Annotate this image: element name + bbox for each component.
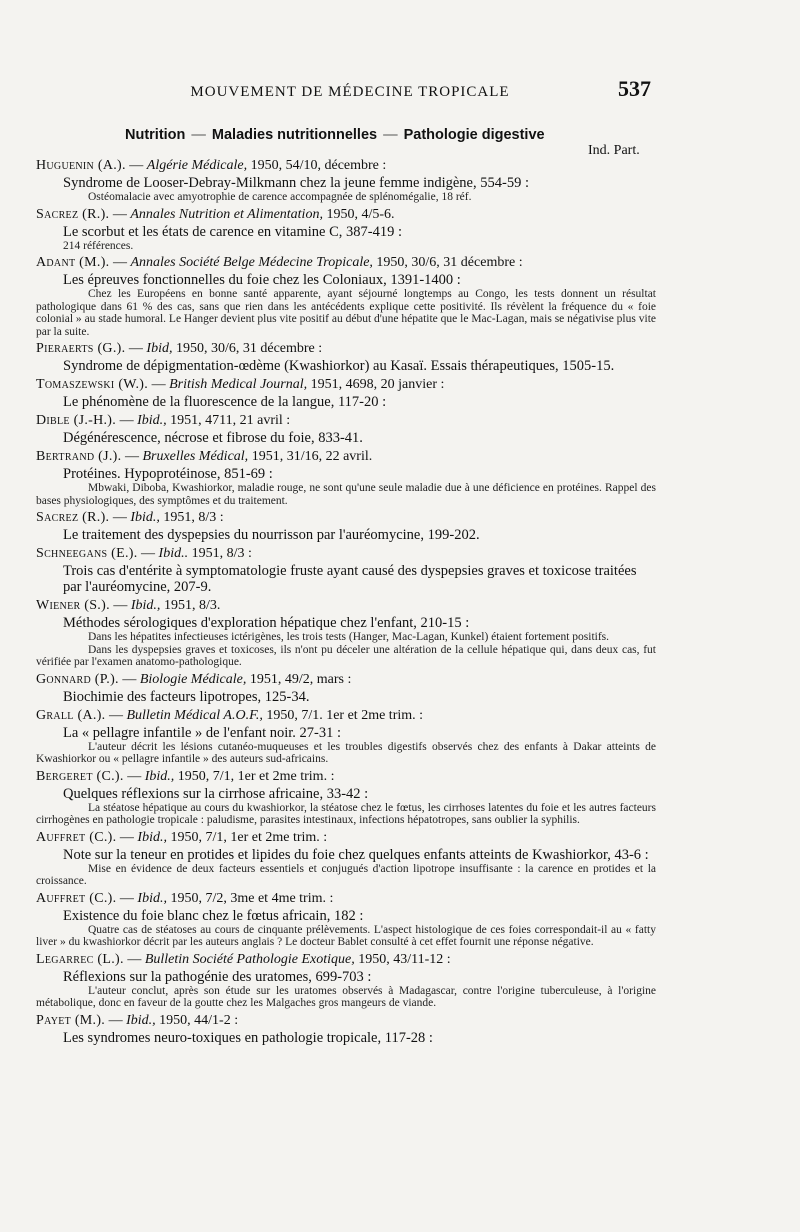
subsection-label: Ind. Part. [588,143,640,158]
journal-name: Bulletin Société Pathologie Exotique, [144,951,355,967]
bibliography-entry [36,448,656,507]
citation-line: Bertrand (J.). — Bruxelles Médical, 1951, 31/16, 22 avril. [36,449,373,464]
citation-details: 1951, 8/3 : [159,510,224,525]
page-number: 537 [618,76,651,101]
journal-name: Ibid., [126,1012,156,1028]
article-title: Note sur la teneur en protides et lipides du foie chez quelques enfants atteints de Kwashiorkor, 43-6 : [63,846,649,863]
citation-details: 1950, 30/6, 31 décembre : [372,255,523,270]
author-name: Tomaszewski (W.). [36,377,149,392]
citation-details: 1951, 8/3. [160,598,221,613]
abstract-note: Ostéomalacie avec amyotrophie de carence accompagnée de splénomégalie, 18 réf. [88,191,472,203]
journal-name: Ibid, [146,341,173,356]
article-title: Dégénérescence, nécrose et fibrose du foie, 833-41. [63,430,363,446]
citation-details: 1950, 54/10, décembre : [247,158,387,173]
bibliography-entry [36,509,656,543]
citation-details: 1950, 44/1-2 : [155,1012,239,1028]
author-name: Auffret (C.). [36,829,117,845]
journal-name: Ibid., [137,829,167,845]
bibliography-list [36,157,656,1048]
abstract-note: L'auteur conclut, après son étude sur les uratomes observés à Madagascar, contre l'origine tuberculeuse, à l'origine métabolique, donc en faveur de la goutte chez les Malgaches gros mangeurs de viande. [36,984,656,1009]
citation-line: Dible (J.-H.). — Ibid., 1951, 4711, 21 avril : [36,413,291,428]
citation-line: Gonnard (P.). — Biologie Médicale, 1951, 49/2, mars : [36,671,352,687]
article-title: Le traitement des dyspepsies du nourrisson par l'auréomycine, 199-202. [63,527,480,543]
bibliography-entry [36,890,656,949]
citation-details: 1950, 43/11-12 : [354,951,451,967]
citation-details: 1950, 7/1, 1er et 2me trim. : [174,768,335,784]
citation-line: Schneegans (E.). — Ibid.. 1951, 8/3 : [36,546,252,561]
section-title-part: Nutrition [125,127,186,143]
citation-details: 1950, 7/2, 3me et 4me trim. : [166,890,334,906]
bibliography-entry [36,376,656,410]
citation-details: 1950, 30/6, 31 décembre : [172,341,323,356]
author-name: Auffret (C.). [36,890,117,906]
abstract-note: La stéatose hépatique au cours du kwashiorkor, la stéatose chez le fœtus, les cirrhoses latentes du foie et les autres facteurs cirrhogènes en pathologie tropicale : paludisme, parasites intestinaux, infections hépatotropes, sans oublier la syphilis. [36,801,656,826]
citation-line: Adant (M.). — Annales Société Belge Médecine Tropicale, 1950, 30/6, 31 décembre : [36,255,523,270]
abstract-note: Quatre cas de stéatoses au cours de cinquante prélèvements. L'aspect histologique de ces foies correspondait-il au « fatty liver » du kwashiorkor décrit par les auteurs anglais ? Le docteur Bablet consulté à cet effet fournit une réponse négative. [36,923,656,948]
journal-name: Bruxelles Médical, [142,449,249,464]
journal-name: Annales Société Belge Médecine Tropicale, [130,255,373,270]
section-title-part: Pathologie digestive [403,127,545,143]
article-title: Existence du foie blanc chez le fœtus africain, 182 : [63,907,364,924]
author-name: Payet (M.). [36,1012,106,1028]
citation-line: Sacrez (R.). — Annales Nutrition et Alimentation, 1950, 4/5-6. [36,206,395,222]
article-title: Les syndromes neuro-toxiques en pathologie tropicale, 117-28 : [63,1029,433,1046]
bibliography-entry [36,768,656,827]
section-title-part: Maladies nutritionnelles [211,127,378,143]
author-name: Huguenin (A.). [36,158,126,173]
journal-name: Ibid., [130,510,160,525]
journal-name: Ibid.. [158,546,189,561]
author-name: Bergeret (C.). [36,768,124,784]
citation-line: Bergeret (C.). — Ibid., 1950, 7/1, 1er et 2me trim. : [36,768,335,784]
abstract-note: Chez les Européens en bonne santé apparente, ayant séjourné longtemps au Congo, les tests donnent un résultat pathologique dans 61 % des cas, sans que rien dans les antécédents explique cette positivité. Ils révèlent la fréquence du « foie colonial » au stade humoral. Le Hanger devient plus vite positif au début d'une hépatite que le Mac-Lagan, mais se négativise plus vite par la suite. [36,288,656,338]
article-title: Protéines. Hypoprotéinose, 851-69 : [63,466,273,482]
citation-line: Payet (M.). — Ibid., 1950, 44/1-2 : [36,1012,239,1028]
citation-line: Huguenin (A.). — Algérie Médicale, 1950, 54/10, décembre : [36,158,387,173]
author-name: Sacrez (R.). [36,206,110,222]
article-title: Les épreuves fonctionnelles du foie chez les Coloniaux, 1391-1400 : [63,272,461,288]
section-separator: — [191,127,206,143]
citation-line: Tomaszewski (W.). — British Medical Journal, 1951, 4698, 20 janvier : [36,377,445,392]
author-name: Pieraerts (G.). [36,341,126,356]
abstract-note: L'auteur décrit les lésions cutanéo-muqueuses et les troubles digestifs observés chez des enfants à Dakar atteints de Kwashiorkor ou « pellagre infantile » des auteurs sud-africains. [36,740,656,765]
abstract-note: Dans les dyspepsies graves et toxicoses, ils n'ont pu déceler une altération de la cellule hépatique qui, dans deux cas, fut vérifiée par l'examen anatomo-pathologique. [36,643,656,668]
author-name: Grall (A.). [36,707,106,723]
journal-name: Ibid., [130,598,161,613]
section-separator: — [383,127,398,143]
journal-name: British Medical Journal, [169,377,308,392]
article-title: Le scorbut et les états de carence en vitamine C, 387-419 : [63,223,403,240]
abstract-note: Mise en évidence de deux facteurs essentiels et conjugués d'action lipotrope insuffisante : la carence en protides et la croissance. [36,862,656,887]
article-title: Réflexions sur la pathogénie des uratomes, 699-703 : [63,968,372,985]
citation-details: 1950, 7/1, 1er et 2me trim. : [166,829,328,845]
author-name: Sacrez (R.). [36,510,110,525]
citation-line: Wiener (S.). — Ibid., 1951, 8/3. [36,598,221,613]
journal-name: Annales Nutrition et Alimentation, [130,206,323,222]
article-title: Quelques réflexions sur la cirrhose africaine, 33-42 : [63,785,369,802]
citation-line: Pieraerts (G.). — Ibid, 1950, 30/6, 31 décembre : [36,341,323,356]
article-title: Trois cas d'entérite à symptomatologie fruste ayant causé des dyspepsies graves et toxicose traitées par l'auréomycine, 207-9. [63,563,637,595]
bibliography-entry [36,254,656,338]
journal-name: Bulletin Médical A.O.F., [126,707,263,723]
abstract-note: Mbwaki, Diboba, Kwashiorkor, maladie rouge, ne sont qu'une seule maladie due à une déficience en protéines. Rappel des bases physiologiques, des symptômes et du traitement. [36,482,656,507]
bibliography-entry [36,157,656,204]
article-title: La « pellagre infantile » de l'enfant noir. 27-31 : [63,724,342,741]
journal-name: Ibid., [137,890,167,906]
citation-details: 1950, 7/1. 1er et 2me trim. : [262,707,424,723]
author-name: Schneegans (E.). [36,546,138,561]
abstract-note: 214 références. [63,239,134,252]
article-title: Le phénomène de la fluorescence de la langue, 117-20 : [63,394,387,410]
citation-details: 1950, 4/5-6. [322,206,395,222]
citation-details: 1951, 31/16, 22 avril. [248,449,373,464]
citation-details: 1951, 8/3 : [188,546,252,561]
article-title: Syndrome de dépigmentation-œdème (Kwashiorkor) au Kasaï. Essais thérapeutiques, 1505-15. [63,358,615,374]
citation-line: Grall (A.). — Bulletin Médical A.O.F., 1950, 7/1. 1er et 2me trim. : [36,707,424,723]
citation-details: 1951, 4698, 20 janvier : [307,377,445,392]
bibliography-entry [36,1012,656,1046]
bibliography-entry [36,545,656,595]
citation-line: Auffret (C.). — Ibid., 1950, 7/2, 3me et 4me trim. : [36,890,334,906]
citation-line: Sacrez (R.). — Ibid., 1951, 8/3 : [36,510,224,525]
bibliography-entry [36,597,656,669]
journal-name: Ibid., [137,413,167,428]
bibliography-entry [36,707,656,766]
article-title: Méthodes sérologiques d'exploration hépatique chez l'enfant, 210-15 : [63,615,470,631]
bibliography-entry [36,412,656,446]
citation-line: Legarrec (L.). — Bulletin Société Pathologie Exotique, 1950, 43/11-12 : [36,951,451,967]
author-name: Legarrec (L.). [36,951,124,967]
article-title: Biochimie des facteurs lipotropes, 125-34. [63,688,310,705]
citation-details: 1951, 49/2, mars : [246,671,352,687]
bibliography-entry [36,206,656,253]
journal-name: Algérie Médicale, [146,158,248,173]
citation-line: Auffret (C.). — Ibid., 1950, 7/1, 1er et 2me trim. : [36,829,328,845]
bibliography-entry [36,671,656,705]
citation-details: 1951, 4711, 21 avril : [166,413,291,428]
bibliography-entry [36,951,656,1010]
abstract-note: Dans les hépatites infectieuses ictérigènes, les trois tests (Hanger, Mac-Lagan, Kunkel) étaient fortement positifs. [88,631,610,643]
running-title: MOUVEMENT DE MÉDECINE TROPICALE [190,84,510,100]
bibliography-entry [36,829,656,888]
author-name: Bertrand (J.). [36,449,122,464]
bibliography-entry [36,340,656,374]
journal-name: Biologie Médicale, [139,671,247,687]
journal-name: Ibid., [144,768,175,784]
author-name: Dible (J.-H.). [36,413,117,428]
author-name: Wiener (S.). [36,598,110,613]
article-title: Syndrome de Looser-Debray-Milkmann chez la jeune femme indigène, 554-59 : [63,175,529,191]
section-title [125,127,545,143]
author-name: Adant (M.). [36,255,110,270]
author-name: Gonnard (P.). [36,671,119,687]
